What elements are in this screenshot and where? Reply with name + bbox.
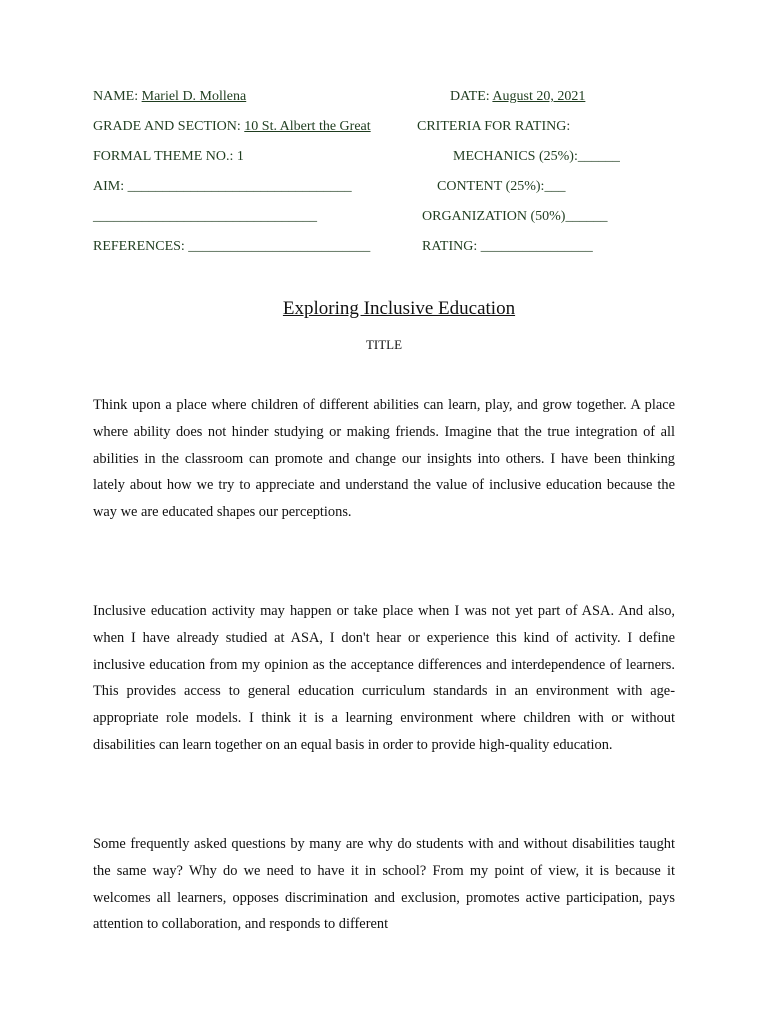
grade-field [93,118,371,136]
name-value: Mariel D. Mollena [141,89,247,104]
essay-title: Exploring Inclusive Education [282,298,516,319]
aim-field-line-2: ________________________________ [93,209,317,224]
name-field [93,88,246,106]
content-criterion: CONTENT (25%):___ [437,179,566,194]
theme-label: FORMAL THEME NO.: 1 [93,149,244,164]
paragraph-2: Inclusive education activity may happen or take place when I was not yet part of ASA. And also, when I have already studied at ASA, I don't hear or experience this kind of activity. I define inclusive education from my opinion as the acceptance differences and interdependence of learners. This provides access to general education curriculum standards in an environment with age-appropriate role models. I think it is a learning environment where children with or without disabilities can learn together on an equal basis in order to provide high-quality education. [93,603,675,753]
name-label: NAME: [93,89,139,104]
title-caption: TITLE [365,337,403,352]
mechanics-criterion: MECHANICS (25%):______ [453,149,620,164]
date-label: DATE: [450,89,490,104]
paragraph-1: Think upon a place where children of different abilities can learn, play, and grow together. A place where ability does not hinder studying or making friends. Imagine that the true integration of all abilities in the classroom can promote and change our insights into others. I have been thinking lately about how we try to appreciate and understand the value of inclusive education because the way we are educated shapes our perceptions. [93,397,675,521]
organization-criterion: ORGANIZATION (50%)______ [422,209,608,224]
criteria-label: CRITERIA FOR RATING: [417,119,571,134]
references-field: REFERENCES: __________________________ [93,239,371,254]
rating-field: RATING: ________________ [422,239,593,254]
date-value: August 20, 2021 [492,89,586,104]
grade-value: 10 St. Albert the Great [244,119,371,134]
aim-field: AIM: ________________________________ [93,179,352,194]
paragraph-3: Some frequently asked questions by many are why do students with and without disabilities taught the same way? Why do we need to have it in school? From my point of view, it is because it welcomes all learners, opposes discrimination and exclusion, promotes active participation, pays attention to collaboration, and responds to different [93,836,675,933]
grade-label: GRADE AND SECTION: [93,119,241,134]
date-field [450,88,585,106]
